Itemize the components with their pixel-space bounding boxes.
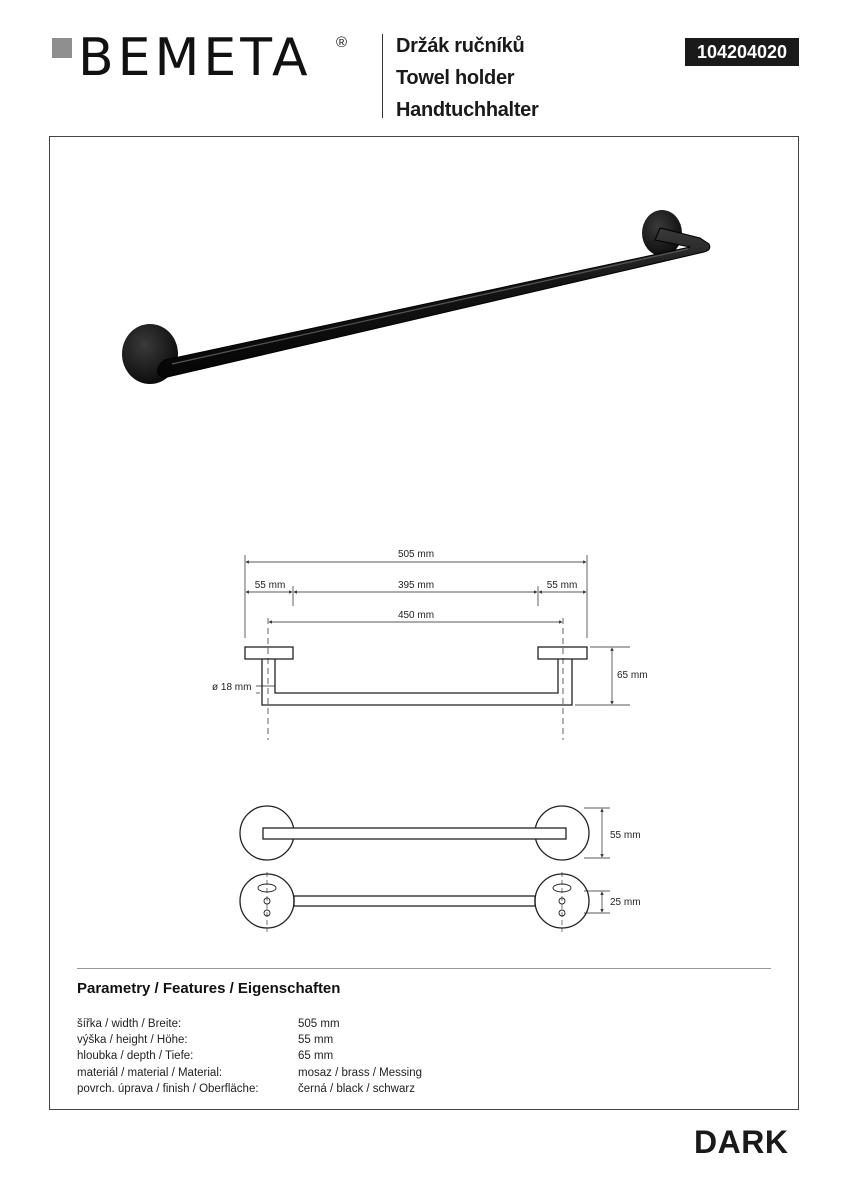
spec-label-depth: hloubka / depth / Tiefe: <box>77 1050 194 1063</box>
spec-row <box>77 1065 422 1081</box>
spec-table <box>77 1016 422 1097</box>
back-view <box>240 872 610 932</box>
registered-mark: ® <box>336 34 348 51</box>
spec-row <box>77 1032 422 1048</box>
brand-logo: BEMETA <box>78 28 312 88</box>
dim-bar-diameter: ø 18 mm <box>212 682 252 693</box>
spec-value-depth: 65 mm <box>298 1050 334 1063</box>
spec-label-material: materiál / material / Material: <box>77 1066 223 1079</box>
dim-height: 55 mm <box>610 830 641 841</box>
spec-label-finish: povrch. úprava / finish / Oberfläche: <box>77 1082 259 1095</box>
dim-overall-width: 505 mm <box>397 549 435 560</box>
dim-center-distance: 450 mm <box>397 610 435 621</box>
title-german: Handtuchhalter <box>396 99 539 121</box>
spec-value-width: 505 mm <box>298 1018 340 1030</box>
spec-row <box>77 1048 422 1064</box>
spec-value-height: 55 mm <box>298 1034 334 1047</box>
spec-label-height: výška / height / Höhe: <box>77 1034 188 1047</box>
bar-highlight <box>172 249 688 364</box>
towel-bar <box>158 228 710 378</box>
product-render <box>122 210 710 384</box>
spec-row <box>77 1016 422 1032</box>
dim-bar-span: 395 mm <box>397 580 435 591</box>
dim-depth: 65 mm <box>617 670 648 681</box>
spec-value-material: mosaz / brass / Messing <box>298 1066 422 1079</box>
features-title: Parametry / Features / Eigenschaften <box>77 980 341 997</box>
dim-flange-right: 55 mm <box>546 580 578 591</box>
title-english: Towel holder <box>396 67 515 89</box>
dim-flange-left: 55 mm <box>254 580 286 591</box>
dim-rod-offset: 25 mm <box>610 897 641 908</box>
spec-row <box>77 1081 422 1097</box>
features-divider <box>77 968 771 969</box>
product-code-badge: 104204020 <box>685 38 799 66</box>
spec-label-width: šířka / width / Breite: <box>77 1018 182 1030</box>
title-czech: Držák ručníků <box>396 35 525 57</box>
series-label: DARK <box>694 1124 789 1160</box>
top-view <box>240 806 610 860</box>
spec-value-finish: černá / black / schwarz <box>298 1082 415 1095</box>
